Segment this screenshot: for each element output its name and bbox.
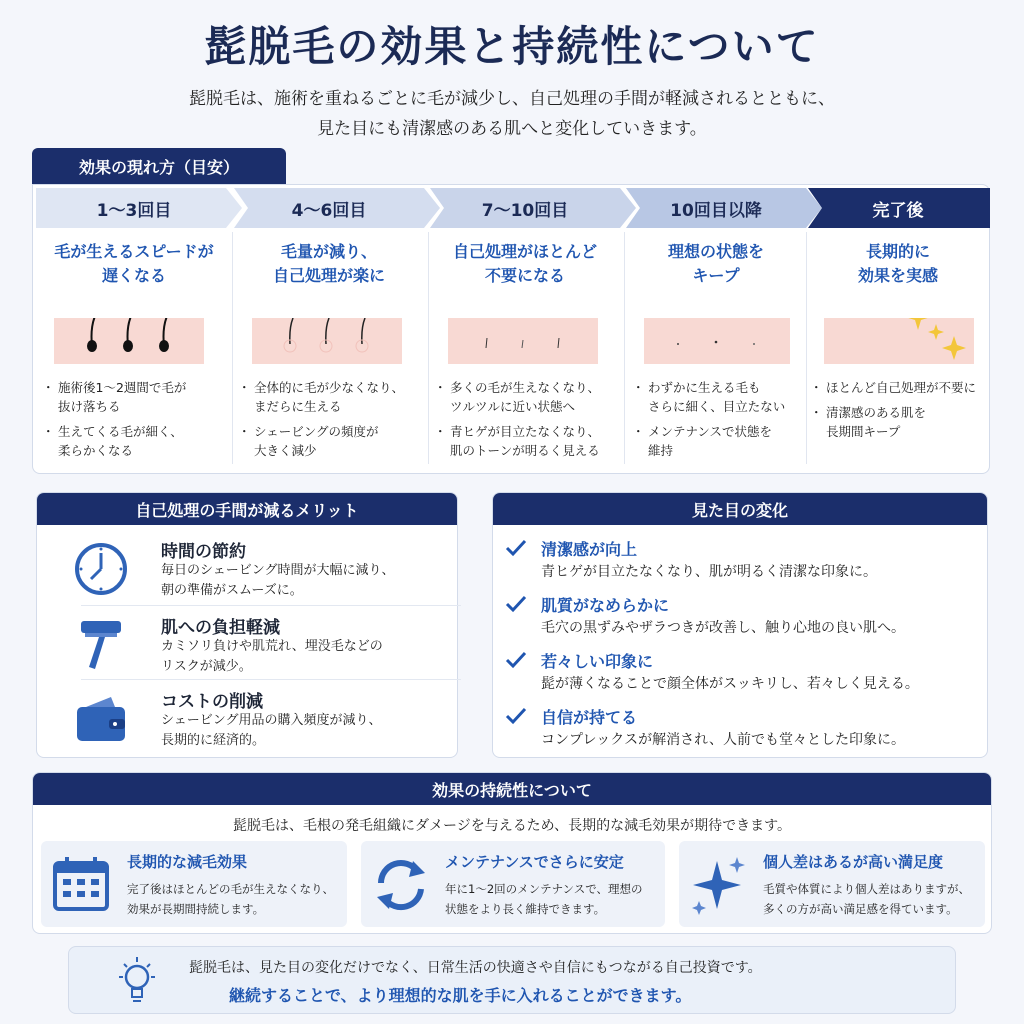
stage-1-header xyxy=(36,188,232,228)
stage-effect-line: 自己処理がほとんど xyxy=(452,242,597,261)
clock-icon xyxy=(73,541,129,597)
merit-item-cost xyxy=(37,687,457,747)
stage-note: ・ 青ヒゲが目立たなくなり、 肌のトーンが明るく見える xyxy=(438,422,600,460)
wallet-icon xyxy=(73,691,129,747)
stage-5 xyxy=(808,188,988,468)
stage-divider xyxy=(806,232,807,464)
stage-4 xyxy=(626,188,806,468)
durability-card-text: 毛質や体質により個人差はありますが、 多くの方が高い満足感を得ています。 xyxy=(763,882,970,916)
stage-note: ・ わずかに生える毛も さらに細く、目立たない xyxy=(636,378,785,416)
look-title: 自信が持てる xyxy=(541,708,638,727)
look-text: 毛穴の黒ずみやザラつきが改善し、触り心地の良い肌へ。 xyxy=(541,620,905,636)
stages-heading: 効果の現れ方（目安） xyxy=(32,148,286,184)
stage-label: 4〜6回目 xyxy=(291,200,367,221)
stage-note: ・ 施術後1〜2週間で毛が 抜け落ちる xyxy=(46,378,186,416)
merit-title: 時間の節約 xyxy=(161,542,246,562)
look-item xyxy=(493,537,987,587)
skin-thick-hair-illustration xyxy=(54,318,204,364)
closing-line-2: 継続することで、より理想的な肌を手に入れることができます。 xyxy=(229,986,692,1005)
stage-note: ・ メンテナンスで状態を 維持 xyxy=(636,422,785,460)
merits-heading: 自己処理の手間が減るメリット xyxy=(37,493,457,525)
closing-line-1: 髭脱毛は、見た目の変化だけでなく、日常生活の快適さや自信にもつながる自己投資です。 xyxy=(189,960,762,976)
sparkle-icon xyxy=(687,853,751,917)
stage-notes xyxy=(438,378,600,466)
divider xyxy=(81,605,461,606)
stage-label: 7〜10回目 xyxy=(481,200,569,221)
stage-effect-line: キープ xyxy=(692,266,740,285)
stage-notes xyxy=(46,378,186,466)
razor-icon xyxy=(73,617,129,673)
durability-card-title: 長期的な減毛効果 xyxy=(127,853,248,871)
stage-divider xyxy=(428,232,429,464)
stage-divider xyxy=(232,232,233,464)
stage-effect-line: 自己処理が楽に xyxy=(272,266,385,285)
stage-effect xyxy=(234,240,424,288)
skin-minimal-hair-illustration xyxy=(644,318,790,364)
durability-card-title: メンテナンスでさらに安定 xyxy=(445,853,624,871)
stage-label: 完了後 xyxy=(872,200,924,221)
lightbulb-icon xyxy=(113,955,161,1007)
look-item xyxy=(493,593,987,643)
divider xyxy=(81,679,461,680)
stage-note: ・ 生えてくる毛が細く、 柔らかくなる xyxy=(46,422,186,460)
stage-label: 10回目以降 xyxy=(670,200,762,221)
durability-heading: 効果の持続性について xyxy=(33,773,991,805)
closing-banner xyxy=(68,946,956,1014)
check-icon xyxy=(505,651,527,669)
look-text: コンプレックスが解消され、人前でも堂々とした印象に。 xyxy=(541,732,905,748)
stage-3 xyxy=(430,188,620,468)
stage-divider xyxy=(624,232,625,464)
durability-card xyxy=(41,841,347,927)
stage-effect xyxy=(626,240,806,288)
durability-panel xyxy=(32,772,992,934)
check-icon xyxy=(505,707,527,725)
stage-5-header xyxy=(808,188,988,228)
merit-text: 毎日のシェービング時間が大幅に減り、 朝の準備がスムーズに。 xyxy=(161,563,395,598)
merit-title: コストの削減 xyxy=(161,692,263,712)
stage-1 xyxy=(36,188,232,468)
stage-note: ・ 多くの毛が生えなくなり、 ツルツルに近い状態へ xyxy=(438,378,600,416)
look-text: 髭が薄くなることで顔全体がスッキリし、若々しく見える。 xyxy=(541,676,919,692)
looks-heading: 見た目の変化 xyxy=(493,493,987,525)
merit-text: カミソリ負けや肌荒れ、埋没毛などの リスクが減少。 xyxy=(161,639,383,674)
stage-notes xyxy=(242,378,404,466)
stage-effect xyxy=(430,240,620,288)
stage-notes xyxy=(814,378,976,447)
stage-2 xyxy=(234,188,424,468)
durability-card-title: 個人差はあるが高い満足度 xyxy=(763,853,944,871)
skin-thin-hair-illustration xyxy=(252,318,402,364)
look-title: 若々しい印象に xyxy=(541,652,654,671)
stage-note: ・ シェービングの頻度が 大きく減少 xyxy=(242,422,404,460)
stage-2-header xyxy=(234,188,424,228)
merit-item-skin xyxy=(37,613,457,673)
look-text: 青ヒゲが目立たなくなり、肌が明るく清潔な印象に。 xyxy=(541,564,877,580)
refresh-icon xyxy=(369,853,433,917)
page-title: 髭脱毛の効果と持続性について xyxy=(204,22,820,71)
durability-card-text: 年に1〜2回のメンテナンスで、理想の 状態をより長く維持できます。 xyxy=(445,882,643,916)
check-icon xyxy=(505,595,527,613)
stage-effect-line: 効果を実感 xyxy=(857,266,938,285)
looks-panel xyxy=(492,492,988,758)
durability-lead: 髭脱毛は、毛根の発毛組織にダメージを与えるため、長期的な減毛効果が期待できます。 xyxy=(232,818,792,834)
stage-label: 1〜3回目 xyxy=(96,200,172,221)
skin-sparse-hair-illustration xyxy=(448,318,598,364)
stage-effect-line: 遅くなる xyxy=(101,266,166,285)
merit-item-time xyxy=(37,537,457,597)
calendar-icon xyxy=(49,853,113,917)
stage-3-header xyxy=(430,188,620,228)
stage-4-header xyxy=(626,188,806,228)
stage-effect-line: 不要になる xyxy=(484,266,565,285)
merits-panel xyxy=(36,492,458,758)
durability-card xyxy=(679,841,985,927)
durability-card-text: 完了後はほとんどの毛が生えなくなり、 効果が長期間持続します。 xyxy=(127,882,334,916)
check-icon xyxy=(505,539,527,557)
merit-text: シェービング用品の購入頻度が減り、 長期的に経済的。 xyxy=(161,713,382,748)
stage-effect xyxy=(36,240,232,288)
skin-smooth-sparkle-illustration xyxy=(824,318,974,364)
look-title: 肌質がなめらかに xyxy=(541,596,670,615)
intro-line-2: 見た目にも清潔感のある肌へと変化していきます。 xyxy=(317,119,707,139)
stage-note: ・ 全体的に毛が少なくなり、 まだらに生える xyxy=(242,378,404,416)
stage-notes xyxy=(636,378,785,466)
stage-note: ・ ほとんど自己処理が不要に xyxy=(814,378,976,397)
durability-card xyxy=(361,841,665,927)
stage-effect-line: 毛が生えるスピードが xyxy=(54,242,214,261)
stage-effect-line: 毛量が減り、 xyxy=(280,242,377,261)
merit-title: 肌への負担軽減 xyxy=(161,618,280,638)
look-item xyxy=(493,705,987,755)
look-title: 清潔感が向上 xyxy=(541,540,638,559)
stage-effect-line: 長期的に xyxy=(865,242,930,261)
stage-note: ・ 清潔感のある肌を 長期間キープ xyxy=(814,403,976,441)
stage-effect-line: 理想の状態を xyxy=(667,242,764,261)
intro-text xyxy=(0,84,1024,144)
stage-effect xyxy=(808,240,988,288)
look-item xyxy=(493,649,987,699)
intro-line-1: 髭脱毛は、施術を重ねるごとに毛が減少し、自己処理の手間が軽減されるとともに、 xyxy=(189,89,835,109)
